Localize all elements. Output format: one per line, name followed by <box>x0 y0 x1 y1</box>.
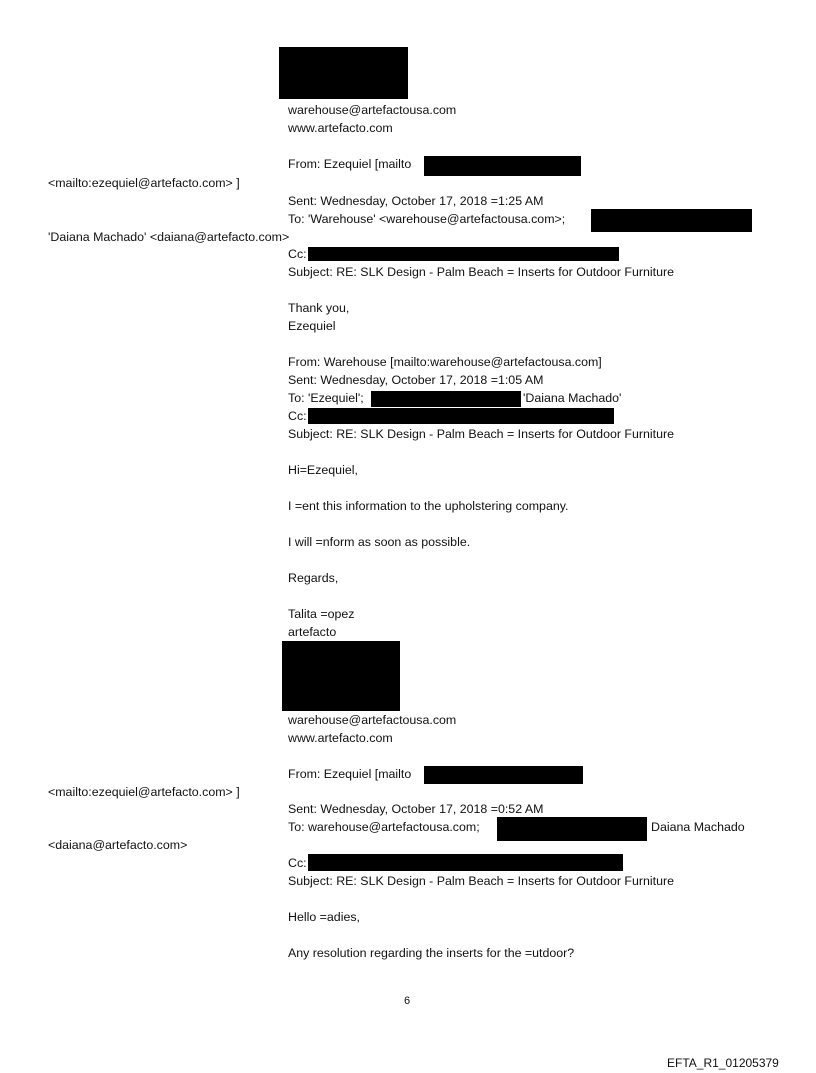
from-line: From: Warehouse [mailto:warehouse@artefactousa.com] <box>288 355 602 369</box>
sent-line: Sent: Wednesday, October 17, 2018 =1:05 AM <box>288 373 544 387</box>
to-line-start: To: 'Ezequiel'; <box>288 391 364 405</box>
body-line: I will =nform as soon as possible. <box>288 535 471 549</box>
body-line: I =ent this information to the upholstering company. <box>288 499 569 513</box>
sent-line: Sent: Wednesday, October 17, 2018 =0:52 AM <box>288 802 544 816</box>
warehouse-email: warehouse@artefactousa.com <box>288 103 457 117</box>
body-greeting: Hi=Ezequiel, <box>288 463 358 477</box>
website: www.artefacto.com <box>288 121 393 135</box>
page-number: 6 <box>404 995 411 1007</box>
redacted-cc <box>308 854 623 871</box>
body-signature: Ezequiel <box>288 319 336 333</box>
to-line-end: 'Daiana Machado' <box>523 391 622 405</box>
redacted-to-recipient <box>591 209 752 232</box>
to-continuation: <daiana@artefacto.com> <box>48 838 188 852</box>
to-line-start: To: warehouse@artefactousa.com; <box>288 820 480 834</box>
from-line: From: Ezequiel [mailto <box>288 767 412 781</box>
to-line: To: 'Warehouse' <warehouse@artefactousa.com>; <box>288 212 566 226</box>
redacted-to-recipient <box>497 817 647 841</box>
redacted-to-recipient <box>371 391 521 407</box>
redacted-logo-top <box>279 47 408 99</box>
body-greeting: Hello =adies, <box>288 910 360 924</box>
mailto-continuation: <mailto:ezequiel@artefacto.com> ] <box>48 785 240 799</box>
website: www.artefacto.com <box>288 731 393 745</box>
sent-line: Sent: Wednesday, October 17, 2018 =1:25 AM <box>288 194 544 208</box>
from-line: From: Ezequiel [mailto <box>288 157 412 171</box>
cc-label: Cc: <box>288 856 307 870</box>
signature-company: artefacto <box>288 625 337 639</box>
subject-line: Subject: RE: SLK Design - Palm Beach = Inserts for Outdoor Furniture <box>288 427 675 441</box>
warehouse-email: warehouse@artefactousa.com <box>288 713 457 727</box>
mailto-continuation: <mailto:ezequiel@artefacto.com> ] <box>48 176 240 190</box>
signature-name: Talita =opez <box>288 607 355 621</box>
subject-line: Subject: RE: SLK Design - Palm Beach = Inserts for Outdoor Furniture <box>288 265 675 279</box>
redacted-logo <box>282 641 400 711</box>
subject-line: Subject: RE: SLK Design - Palm Beach = Inserts for Outdoor Furniture <box>288 874 675 888</box>
body-thanks: Thank you, <box>288 301 350 315</box>
cc-label: Cc: <box>288 409 307 423</box>
to-continuation: 'Daiana Machado' <daiana@artefacto.com> <box>48 230 290 244</box>
cc-label: Cc: <box>288 247 307 261</box>
document-id: EFTA_R1_01205379 <box>667 1056 779 1070</box>
body-line: Any resolution regarding the inserts for the =utdoor? <box>288 946 575 960</box>
body-regards: Regards, <box>288 571 339 585</box>
redacted-from-address <box>424 766 583 784</box>
redacted-cc <box>308 247 619 261</box>
to-line-end: Daiana Machado <box>651 820 745 834</box>
redacted-cc <box>308 408 614 424</box>
redacted-from-address <box>424 156 581 176</box>
